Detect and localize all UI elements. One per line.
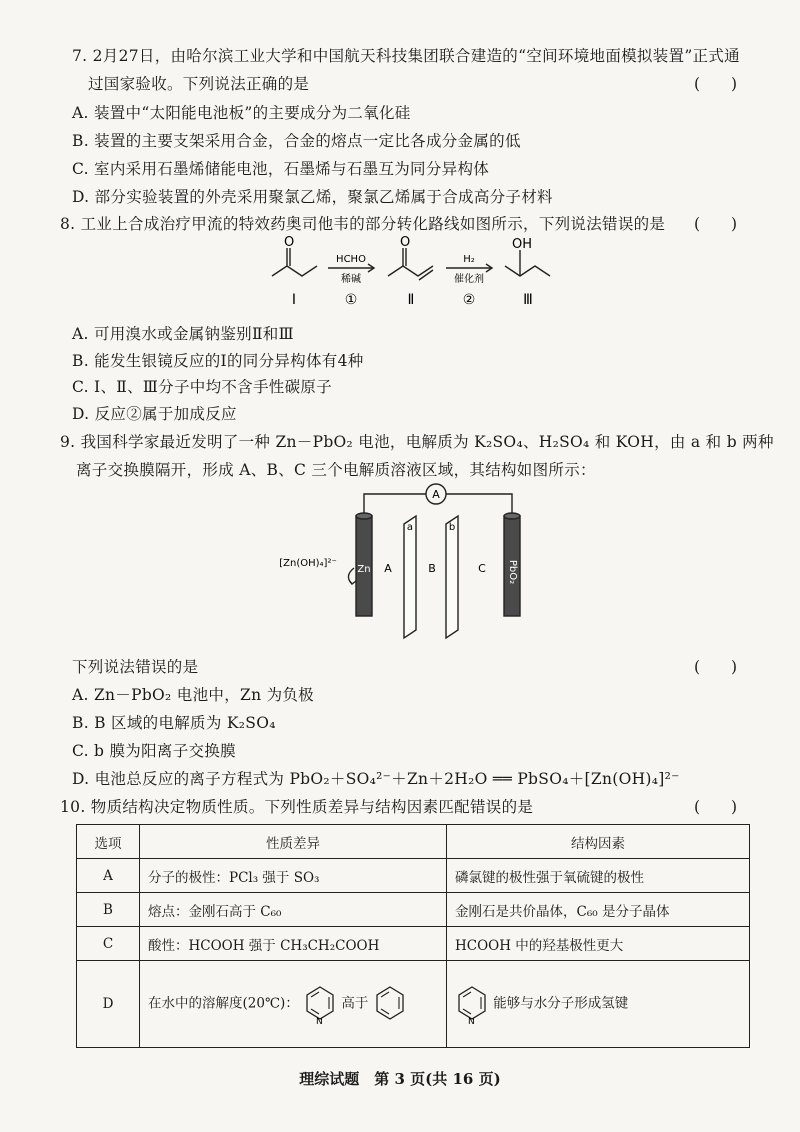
q8-atom-o2: O (400, 236, 411, 250)
q7-option-a: A. 装置中“太阳能电池板”的主要成分为二氧化硅 (72, 104, 411, 122)
row-reason: 磷氯键的极性强于氧硫键的极性 (447, 859, 750, 893)
row-property (140, 961, 447, 1048)
q7-option-b: B. 装置的主要支架采用合金，合金的熔点一定比各成分金属的低 (72, 132, 521, 150)
q9-answer-paren: ( ) (694, 658, 738, 676)
table-row (77, 961, 750, 1048)
q8-atom-o1: O (284, 236, 295, 250)
q9-battery-figure (272, 480, 562, 648)
q10-answer-paren: ( ) (694, 798, 738, 816)
q9-sub-stem: 下列说法错误的是 (72, 658, 199, 676)
q9-region-a: A (384, 562, 392, 575)
row-d-mid: 高于 (341, 995, 369, 1012)
row-property: 分子的极性：PCl₃ 强于 SO₃ (140, 859, 447, 893)
q9-stem-line2: 离子交换膜隔开，形成 A、B、C 三个电解质溶液区域，其结构如图所示： (76, 461, 596, 479)
q10-stem: 10. 物质结构决定物质性质。下列性质差异与结构因素匹配错误的是 (60, 798, 534, 816)
q8-option-a: A. 可用溴水或金属钠鉴别Ⅱ和Ⅲ (72, 325, 294, 343)
q9-pbo2-label: PbO₂ (507, 559, 518, 585)
row-key: C (77, 927, 140, 961)
row-property: 熔点：金刚石高于 C₆₀ (140, 893, 447, 927)
svg-text:N: N (316, 1017, 323, 1024)
row-key: A (77, 859, 140, 893)
q8-answer-paren: ( ) (694, 215, 738, 233)
q9-stem-line1: 9. 我国科学家最近发明了一种 Zn－PbO₂ 电池，电解质为 K₂SO₄、H₂SO₄ 和 KOH，由 a 和 b 两种 (60, 433, 774, 451)
q9-option-c: C. b 膜为阳离子交换膜 (72, 742, 236, 760)
header-reason: 结构因素 (447, 825, 750, 859)
q9-ammeter-label: A (432, 488, 440, 501)
q8-reagent2-bottom: 催化剂 (454, 274, 484, 285)
table-row (77, 893, 750, 927)
row-key: B (77, 893, 140, 927)
header-property: 性质差异 (140, 825, 447, 859)
header-option: 选项 (77, 825, 140, 859)
row-d-reason: 能够与水分子形成氢键 (493, 995, 629, 1012)
q10-table (76, 824, 750, 1048)
page-footer: 理综试题 第 3 页(共 16 页) (299, 1070, 501, 1088)
table-row (77, 927, 750, 961)
q8-option-d: D. 反应②属于加成反应 (72, 405, 237, 423)
q9-option-b: B. B 区域的电解质为 K₂SO₄ (72, 714, 276, 732)
q8-reaction-scheme (250, 236, 570, 316)
row-d-prefix: 在水中的溶解度(20℃)： (148, 995, 299, 1012)
pyridine-structure (303, 984, 337, 1024)
q9-option-d: D. 电池总反应的离子方程式为 PbO₂＋SO₄²⁻＋Zn＋2H₂O ══ PbSO₄＋[Zn(OH)₄]²⁻ (72, 770, 680, 788)
row-reason: HCOOH 中的羟基极性更大 (447, 927, 750, 961)
q8-label-1: Ⅰ (291, 292, 297, 308)
q9-membrane-b: b (448, 522, 456, 533)
q9-membrane-a: a (406, 522, 414, 533)
row-reason (447, 961, 750, 1048)
row-reason: 金刚石是共价晶体，C₆₀ 是分子晶体 (447, 893, 750, 927)
q7-option-c: C. 室内采用石墨烯储能电池，石墨烯与石墨互为同分异构体 (72, 160, 490, 178)
svg-text:N: N (468, 1017, 475, 1024)
q7-answer-paren: ( ) (694, 75, 738, 93)
pyridine-structure (455, 984, 489, 1024)
q8-atom-oh: OH (512, 237, 533, 252)
row-key: D (77, 961, 140, 1048)
q8-step-2: ② (462, 292, 476, 308)
q7-option-d: D. 部分实验装置的外壳采用聚氯乙烯，聚氯乙烯属于合成高分子材料 (72, 188, 553, 206)
row-property: 酸性：HCOOH 强于 CH₃CH₂COOH (140, 927, 447, 961)
q9-region-c: C (478, 562, 486, 575)
q9-region-b: B (428, 562, 436, 575)
table-header-row (77, 825, 750, 859)
q8-reagent1-bottom: 稀碱 (341, 274, 361, 285)
q8-label-3: Ⅲ (523, 292, 533, 308)
table-row (77, 859, 750, 893)
benzene-structure (373, 984, 407, 1024)
q8-option-b: B. 能发生银镜反应的Ⅰ的同分异构体有4种 (72, 352, 364, 370)
q7-stem-line1: 7. 2月27日，由哈尔滨工业大学和中国航天科技集团联合建造的“空间环境地面模拟装置”正式通 (72, 47, 740, 65)
q8-reagent1-top: HCHO (336, 254, 366, 265)
q9-option-a: A. Zn－PbO₂ 电池中，Zn 为负极 (72, 686, 314, 704)
q9-complex-label: [Zn(OH)₄]²⁻ (279, 558, 337, 569)
q8-reagent2-top: H₂ (463, 254, 475, 265)
q8-stem: 8. 工业上合成治疗甲流的特效药奥司他韦的部分转化路线如图所示，下列说法错误的是 (60, 215, 666, 233)
q8-option-c: C. Ⅰ、Ⅱ、Ⅲ分子中均不含手性碳原子 (72, 378, 332, 396)
q8-step-1: ① (344, 292, 358, 308)
q9-zn-label: Zn (357, 564, 371, 575)
q7-stem-line2: 过国家验收。下列说法正确的是 (88, 75, 310, 93)
q8-label-2: Ⅱ (407, 292, 415, 308)
